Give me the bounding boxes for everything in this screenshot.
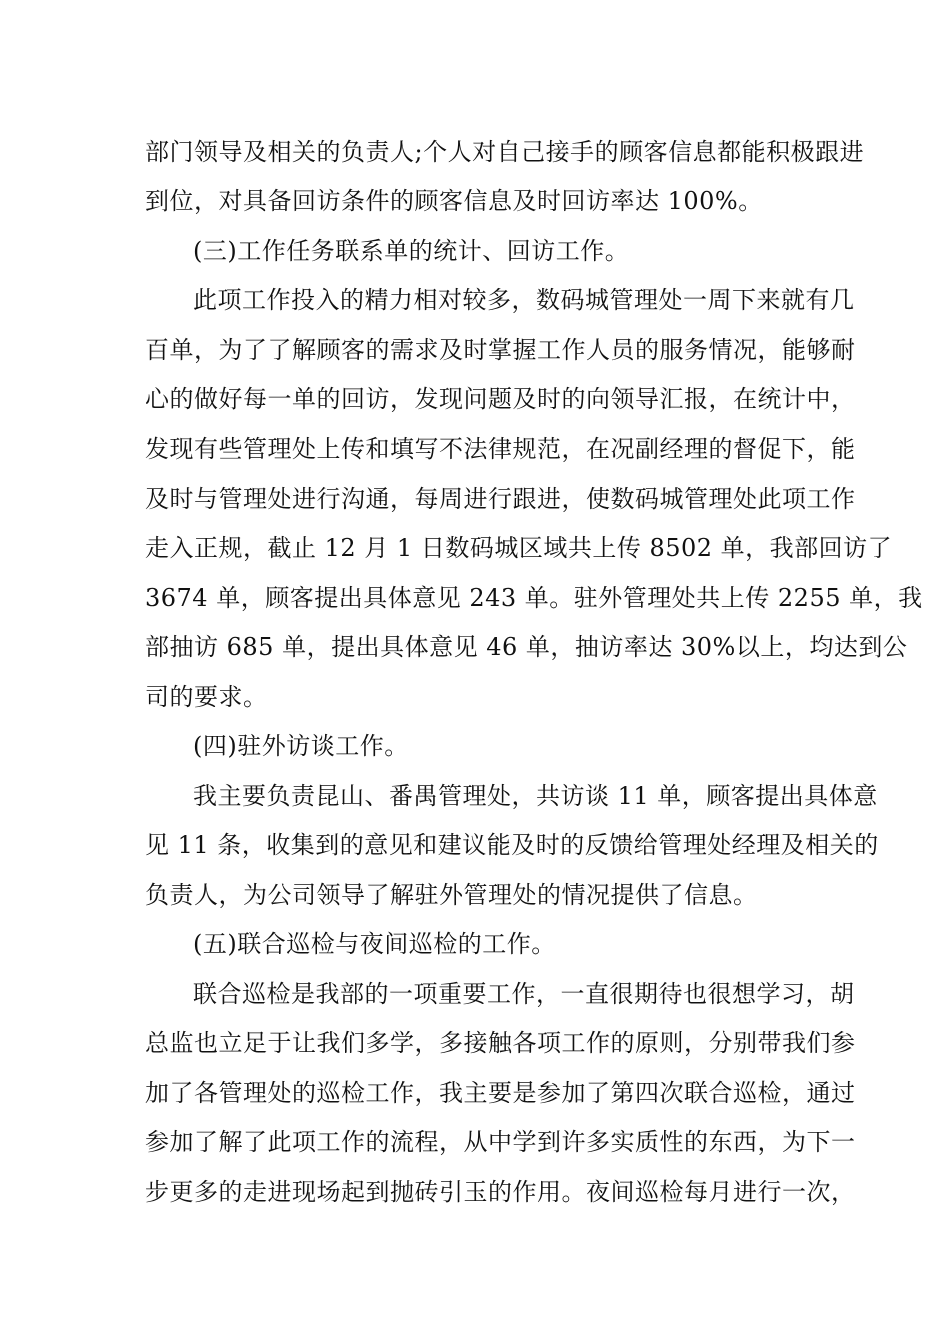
text-line: 司的要求。 (145, 683, 268, 711)
text-line: 参加了解了此项工作的流程，从中学到许多实质性的东西，为下一 (145, 1128, 856, 1156)
text-line: 百单，为了了解顾客的需求及时掌握工作人员的服务情况，能够耐 (145, 336, 856, 364)
section-heading: (三)工作任务联系单的统计、回访工作。 (193, 237, 630, 265)
section-heading: (五)联合巡检与夜间巡检的工作。 (193, 930, 556, 958)
text-line: 部抽访 685 单，提出具体意见 46 单，抽访率达 30%以上，均达到公 (145, 633, 908, 661)
text-line: 3674 单，顾客提出具体意见 243 单。驻外管理处共上传 2255 单，我 (145, 584, 923, 612)
text-line: 部门领导及相关的负责人;个人对自己接手的顾客信息都能积极跟进 (145, 138, 865, 166)
text-line: 心的做好每一单的回访，发现问题及时的向领导汇报，在统计中， (145, 385, 856, 413)
text-line: 及时与管理处进行沟通，每周进行跟进，使数码城管理处此项工作 (145, 485, 856, 513)
text-line: 联合巡检是我部的一项重要工作，一直很期待也很想学习，胡 (193, 980, 855, 1008)
text-line: 步更多的走进现场起到抛砖引玉的作用。夜间巡检每月进行一次， (145, 1178, 856, 1206)
text-line: 走入正规，截止 12 月 1 日数码城区域共上传 8502 单，我部回访了 (145, 534, 893, 562)
text-line: 我主要负责昆山、番禺管理处，共访谈 11 单，顾客提出具体意 (193, 782, 878, 810)
text-line: 此项工作投入的精力相对较多，数码城管理处一周下来就有几 (193, 286, 855, 314)
text-line: 到位，对具备回访条件的顾客信息及时回访率达 100%。 (145, 187, 763, 215)
text-line: 发现有些管理处上传和填写不法律规范，在况副经理的督促下，能 (145, 435, 856, 463)
text-line: 见 11 条，收集到的意见和建议能及时的反馈给管理处经理及相关的 (145, 831, 879, 859)
text-line: 总监也立足于让我们多学，多接触各项工作的原则，分别带我们参 (145, 1029, 856, 1057)
text-line: 加了各管理处的巡检工作，我主要是参加了第四次联合巡检，通过 (145, 1079, 856, 1107)
text-line: 负责人，为公司领导了解驻外管理处的情况提供了信息。 (145, 881, 758, 909)
section-heading: (四)驻外访谈工作。 (193, 732, 409, 760)
